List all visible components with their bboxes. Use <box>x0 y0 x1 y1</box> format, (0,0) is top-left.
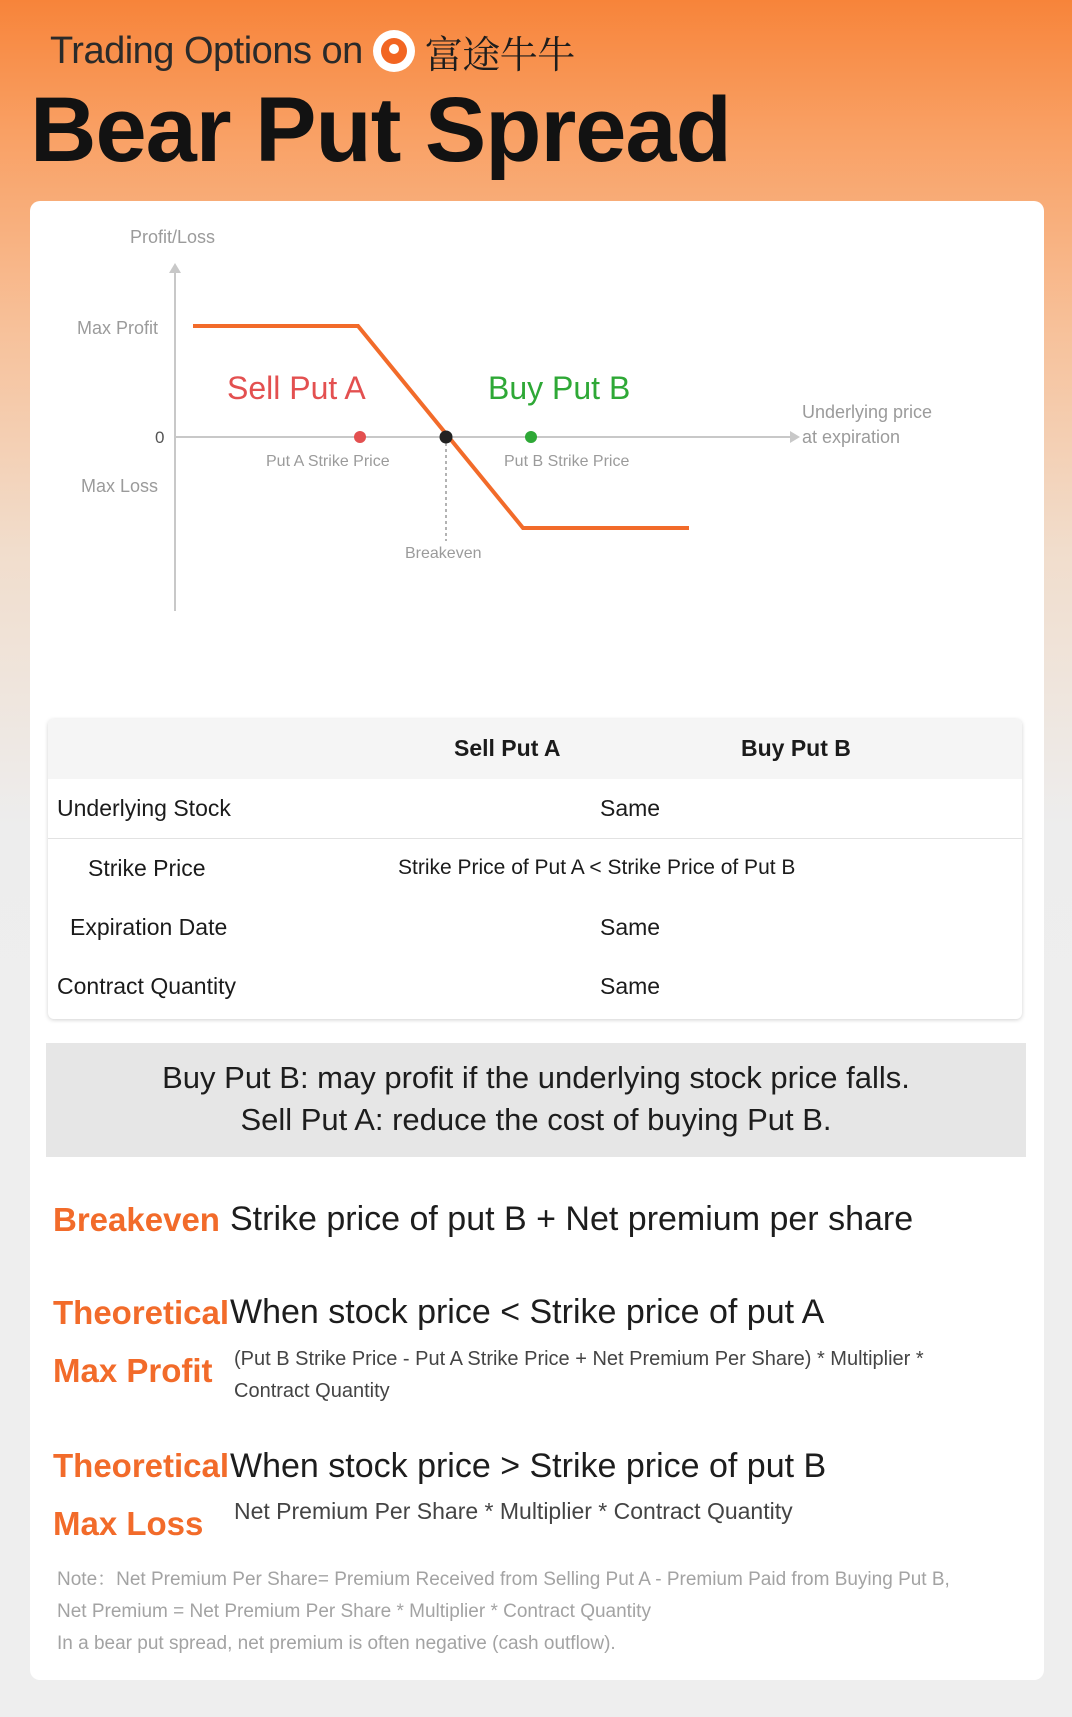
callout-line-2: Sell Put A: reduce the cost of buying Put B. <box>240 1102 832 1137</box>
breakeven-formula: Strike price of put B + Net premium per share <box>230 1200 914 1238</box>
breakeven-label: Breakeven <box>405 545 482 562</box>
note-line-3: In a bear put spread, net premium is often negative (cash outflow). <box>57 1633 616 1654</box>
x-axis-label-line2: at expiration <box>802 427 901 447</box>
futu-logo-icon <box>373 30 415 72</box>
sell-put-a-label: Sell Put A <box>227 370 366 406</box>
payoff-diagram <box>30 201 1044 701</box>
max-profit-axis-label: Max Profit <box>77 318 159 338</box>
max-profit-formula <box>234 1343 1004 1407</box>
callout-line-1: Buy Put B: may profit if the underlying stock price falls. <box>162 1060 910 1095</box>
table-header-buy-put-b: Buy Put B <box>741 735 851 761</box>
max-loss-heading-line2: Max Loss <box>53 1505 204 1542</box>
table-row <box>48 779 1022 839</box>
header-subtitle: Trading Options on <box>50 29 363 72</box>
max-profit-condition: When stock price < Strike price of put A <box>230 1293 825 1331</box>
max-profit-heading-line2: Max Profit <box>53 1352 213 1389</box>
max-loss-axis-label: Max Loss <box>81 476 159 496</box>
note-line-2: Net Premium = Net Premium Per Share * Multiplier * Contract Quantity <box>57 1601 651 1622</box>
row-value-underlying-stock: Same <box>600 795 661 821</box>
max-profit-heading-line1: Theoretical <box>53 1294 230 1331</box>
row-label-underlying-stock: Underlying Stock <box>57 795 231 821</box>
breakeven-dot <box>440 431 453 444</box>
put-b-strike-label: Put B Strike Price <box>504 453 630 470</box>
table-row <box>48 957 1022 1016</box>
buy-put-b-label: Buy Put B <box>488 370 631 406</box>
table-row <box>48 898 1022 957</box>
y-axis-arrow-icon <box>169 263 181 273</box>
note-line-1: Note：Net Premium Per Share= Premium Received from Selling Put A - Premium Paid from Buying Put B, <box>57 1569 950 1590</box>
put-a-strike-label: Put A Strike Price <box>266 453 390 470</box>
x-axis-label-line1: Underlying price <box>802 402 933 422</box>
page-title: Bear Put Spread <box>30 79 731 181</box>
y-axis-label: Profit/Loss <box>130 227 216 247</box>
put-b-strike-dot <box>525 431 537 443</box>
header-subtitle-row <box>50 26 575 76</box>
row-value-expiration-date: Same <box>600 914 661 940</box>
row-value-strike-price: Strike Price of Put A < Strike Price of Put B <box>398 856 796 879</box>
comparison-table <box>48 719 1022 1019</box>
row-label-contract-quantity: Contract Quantity <box>57 973 236 999</box>
zero-axis-label: 0 <box>155 428 165 447</box>
footnotes <box>57 1564 1017 1660</box>
max-loss-formula: Net Premium Per Share * Multiplier * Contract Quantity <box>234 1498 793 1524</box>
table-header <box>48 719 1022 779</box>
strategy-callout <box>46 1043 1026 1157</box>
x-axis-arrow-icon <box>790 431 800 443</box>
max-profit-formula-line1: (Put B Strike Price - Put A Strike Price + Net Premium Per Share) * Multiplier * <box>234 1348 924 1370</box>
max-profit-formula-line2: Contract Quantity <box>234 1380 390 1402</box>
brand-name: 富途牛牛 <box>424 32 575 77</box>
breakeven-heading: Breakeven <box>53 1201 220 1238</box>
max-loss-heading-line1: Theoretical <box>53 1447 230 1484</box>
put-a-strike-dot <box>354 431 366 443</box>
row-value-contract-quantity: Same <box>600 973 661 999</box>
content-card <box>30 201 1044 1680</box>
payoff-line <box>193 326 689 528</box>
table-row <box>48 839 1022 898</box>
table-header-sell-put-a: Sell Put A <box>454 735 561 761</box>
max-loss-condition: When stock price > Strike price of put B <box>230 1447 827 1485</box>
row-label-strike-price: Strike Price <box>88 855 206 881</box>
row-label-expiration-date: Expiration Date <box>70 914 228 940</box>
